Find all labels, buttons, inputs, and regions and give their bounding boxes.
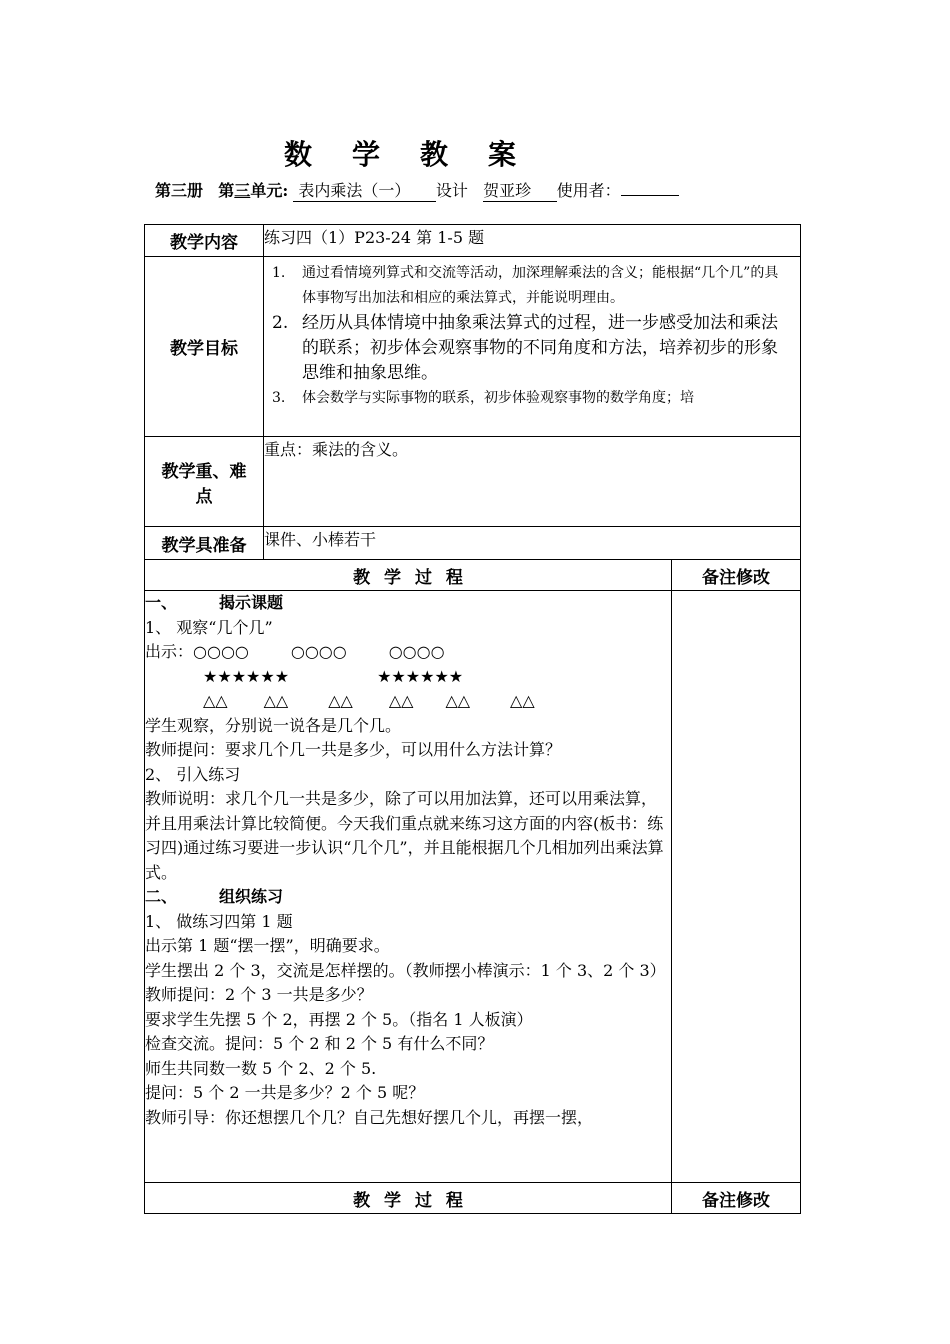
section-one-heading: 一、 揭示课题 bbox=[145, 593, 284, 612]
lesson-info-line bbox=[155, 178, 679, 202]
materials-value: 课件、小棒若干 bbox=[264, 527, 801, 560]
paragraph: 教师说明：求几个几一共是多少，除了可以用加法算，还可以用乘法算，并且用乘法计算比较简便。今天我们重点就来练习这方面的内容(板书：练习四)通过练习要进一步认识“几个几”，并且能根据几个几相加列出乘法算式。 bbox=[145, 789, 664, 882]
paragraph: 师生共同数一数 5 个 2、2 个 5. bbox=[145, 1058, 377, 1078]
process-header-right: 备注修改 bbox=[672, 1183, 801, 1214]
goal-item: 2. 经历从具体情境中抽象乘法算式的过程，进一步感受加法和乘法的联系；初步体会观察事物的不同角度和方法，培养初步的形象思维和抽象思维。 bbox=[272, 313, 778, 383]
process-header-right: 备注修改 bbox=[672, 560, 801, 591]
section-two-heading: 二、 组织练习 bbox=[145, 887, 284, 906]
process-body-row bbox=[145, 591, 801, 1183]
teaching-goals-label: 教学目标 bbox=[145, 257, 264, 437]
paragraph: 教师提问：要求几个几一共是多少，可以用什么方法计算？ bbox=[145, 740, 562, 759]
step-intro: 2、 引入练习 bbox=[145, 764, 241, 784]
unit-prefix: 第 bbox=[218, 181, 235, 200]
row-teaching-goals bbox=[145, 257, 801, 437]
notes-column bbox=[672, 591, 801, 1183]
unit-suffix: 单元: bbox=[250, 181, 289, 200]
designer-name: 贺亚珍 bbox=[483, 178, 556, 202]
paragraph: 学生观察，分别说一说各是几个几。 bbox=[145, 715, 402, 735]
design-label: 设计 bbox=[435, 181, 468, 200]
title-char: 教 bbox=[420, 138, 449, 171]
process-header-repeat bbox=[145, 1183, 801, 1214]
process-content bbox=[145, 591, 672, 1183]
row-key-points bbox=[145, 437, 801, 527]
book-label: 第三册 bbox=[155, 181, 204, 200]
lesson-plan-table bbox=[144, 224, 801, 1214]
paragraph: 检查交流。提问：5 个 2 和 2 个 5 有什么不同？ bbox=[145, 1034, 494, 1053]
row-materials bbox=[145, 527, 801, 560]
key-points-label: 教学重、难 点 bbox=[145, 437, 264, 527]
title-char: 数 bbox=[283, 138, 312, 171]
paragraph: 学生摆出 2 个 3，交流是怎样摆的。（教师摆小棒演示：1 个 3、2 个 3） bbox=[145, 960, 666, 980]
title-char: 学 bbox=[351, 138, 380, 171]
key-points-value: 重点：乘法的含义。 bbox=[264, 437, 801, 527]
user-blank bbox=[621, 181, 679, 196]
process-header-left: 教 学 过 程 bbox=[145, 1183, 672, 1214]
process-header bbox=[145, 560, 801, 591]
step-exercise-one: 1、 做练习四第 1 题 bbox=[145, 911, 293, 931]
paragraph: 出示第 1 题“摆一摆”，明确要求。 bbox=[145, 936, 390, 955]
row-teaching-content bbox=[145, 225, 801, 257]
paragraph: 提问：5 个 2 一共是多少？2 个 5 呢？ bbox=[145, 1083, 425, 1102]
materials-label: 教学具准备 bbox=[145, 527, 264, 560]
circles-line: 出示：○○○○ ○○○○ ○○○○ bbox=[145, 642, 445, 661]
page-title bbox=[0, 133, 800, 173]
goal-item: 3. 体会数学与实际事物的联系，初步体验观察事物的数学角度；培 bbox=[272, 390, 694, 406]
user-label: 使用者： bbox=[556, 181, 621, 200]
paragraph: 要求学生先摆 5 个 2，再摆 2 个 5。（指名 1 人板演） bbox=[145, 1009, 533, 1029]
unit-name: 表内乘法（一） bbox=[293, 178, 436, 202]
stars-line: ★★★★★★ ★★★★★★ bbox=[203, 666, 464, 686]
title-char: 案 bbox=[488, 138, 517, 171]
teaching-content-label: 教学内容 bbox=[145, 225, 264, 257]
teaching-content-value: 练习四（1）P23-24 第 1-5 题 bbox=[264, 225, 801, 257]
process-header-left: 教 学 过 程 bbox=[145, 560, 672, 591]
goal-item: 1. 通过看情境列算式和交流等活动，加深理解乘法的含义；能根据“几个几”的具体事物写出加法和相应的乘法算式，并能说明理由。 bbox=[272, 265, 779, 306]
triangles-line: △△ △△ △△ △△ △△ △△ bbox=[203, 691, 535, 710]
goals-list bbox=[264, 257, 800, 411]
paragraph: 教师提问：2 个 3 一共是多少？ bbox=[145, 985, 373, 1004]
teaching-goals-value bbox=[264, 257, 801, 437]
step-observe: 1、 观察“几个几” bbox=[145, 617, 273, 637]
paragraph: 教师引导：你还想摆几个几？自己先想好摆几个儿，再摆一摆， bbox=[145, 1107, 594, 1127]
unit-number: 三 bbox=[234, 181, 251, 200]
